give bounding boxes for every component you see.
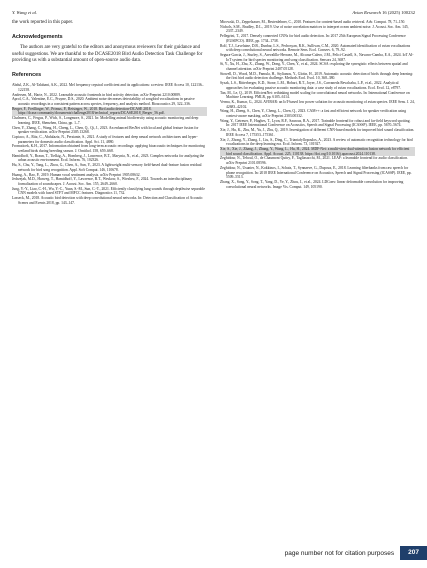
reference-item: Hamidhoff, Y., Braun, T., Tielkig, A., Homberg, J., Lawrence, B.T., Marynia, N., et al., 2023. Complex networks for analyzing the urban acoustic environment. Ecol. Inform. 76, 102326. bbox=[12, 153, 205, 163]
reference-item: Wang, H., Zheng, S., Chen, Y., Cheng, L., Chen, Q., 2023. CAM++: a fast and efficient network for speaker verification using context-aware masking. arXiv Preprint 2303.00332. bbox=[220, 109, 407, 119]
reference-item: Chalmers, C., Fergus, P., Wich, S., Longmore, S., 2021. In: Modelling animal biodiversity using acoustic monitoring and deep learning. IEEE, Shenzhen, China, pp. 1–7. bbox=[12, 116, 199, 125]
header-journal: Avian Research bbox=[352, 10, 381, 15]
reference-item: Copiaco, A., Ritz, C., Abdulaziz, N., Persiante, S., 2021. A study of features and deep neural network architectures and hyper-parameters for domestic audio classification. Appl. Sci. 11, 4880. bbox=[12, 134, 198, 144]
reference-list-left bbox=[12, 83, 207, 205]
page-number: 207 bbox=[400, 546, 427, 560]
intro-line: the work reported in this paper. bbox=[12, 20, 74, 25]
right-column bbox=[220, 20, 415, 189]
reference-list-right bbox=[220, 20, 415, 189]
references-heading: References bbox=[12, 72, 42, 79]
reference-item: Verma, K., Kumar, G., 2024. AVIBAR: an IoT-based low power solution for acoustic monitoring of avian species. IEEE Sens. J. 24, 42683–42102. bbox=[220, 99, 415, 109]
reference-item: Fromaticek, K.H., 2017. Information obtained from long-term acoustic recordings: applying bioacoustic techniques for monitoring wetland birds during breeding season. J. Ornithol. 158, 659–668. bbox=[12, 144, 205, 154]
reference-item: Aprol, C.A., Valentine, E.C., Pruyne, D.S., 2020. Ambient noise decreases detectability of songbird vocalizations in passive acoustic recordings in a consistent pattern across species, frequency, and analysis method. Bioacoustics 29, 322–336. bbox=[12, 97, 195, 106]
reference-item: Segura-Garcia, J., Sturley, S., Arevalillo-Herraez, M., Alcaraz-Calero, J.M., Felici-Castell, S., Navarro-Camba, E.A., 2024. IoT AI-IoT system for bird species monitoring and song classification. Sensors 24, 3687. bbox=[220, 52, 414, 62]
reference-item: Stowell, D., Wood, M.D., Pamula, H., Stylianou, Y., Glotin, H., 2019. Automatic acoustic detection of birds through deep learning: the first bird audio detection challenge. Methods Ecol. Evol. 10, 368–380. bbox=[220, 71, 414, 81]
header-volume: 16 (2025) 100232 bbox=[380, 10, 415, 15]
reference-item: Tan, M., Le, Q., 2019. EfficientNet: rethinking model scaling for convolutional neural networks. In: International Conference on Machine Learning. PMLR, pp. 6105–6114. bbox=[220, 90, 410, 100]
footer-note: page number not for citation purposes bbox=[284, 549, 395, 557]
reference-item: Jung, Y.-Y., Liao, C.-H., Wu, Y.-C., Yuan, S.-M., Sun, C.-T., 2021. Efficiently classifying lung sounds through depthwise separable CNN models with fused STFT and MFCC features. Diagnostics 11, 732. bbox=[12, 186, 206, 196]
reference-item: Xie, J., Zhong, Y., Zhang, J., Liu, S., Ding, C., Triantafyllopoulos, A., 2023. A review of automatic recognition technology for bird vocalizations in the deep learning era. Ecol. Inform. 73, 101927. bbox=[220, 137, 413, 147]
acknowledgements-heading: Acknowledgements bbox=[12, 34, 63, 41]
reference-item: Jedrzejak, M.D., Harweg, T., Hamidhoff, Y., Lawrence, B.T., Weskow, S., Wiesheu, F., 2024. Towards an interdisciplinary formalization of soundscapes. J. Acoust. Soc. Am. 155, 2649–2660. bbox=[12, 177, 193, 186]
reference-item: Xie, S., Xie, J., Zhang, J., Zhang, Y., Wang, L., Hu, H., 2024. MDF-Net: a multi-view dual-attention fusion network for efficient bird sound classification. Appl. Acoust. 225, 110138. https://doi.org/10.1016/j.apacoust.2024.110138. bbox=[220, 147, 415, 156]
left-column bbox=[12, 20, 207, 205]
reference-item: Rolf, T.J., Lavelaine, D.B., Dunbar, L.S., Pedrosyan, R.K., Sullivan, C.M., 2020. Automated identification of avian vocalizations with deep convolutional neural networks. Remote Sens. Ecol. Conserv. 6, 79–92. bbox=[220, 43, 411, 53]
reference-item: Abdul, Z.K., Al-Talabani, A.K., 2022. Mel frequency cepstral coefficient and its applications: a review. IEEE Access 10, 122136–122158. bbox=[12, 83, 204, 92]
reference-item: Zhang, X., Song, Y., Song, T., Yang, D., Ye, Y., Zhou, J., et al., 2024. LDConv: linear deformable convolution for improving convolutional neural networks. Image Vis. Comput. 149, 105190. bbox=[220, 179, 404, 189]
acknowledgements-text: The authors are very grateful to the editors and anonymous reviewers for their guidance and useful suggestions. We are thankful to the DCASE2018 Bird Audio Detection Task Challenge for providing us with a substantial amount of open-source audio data. bbox=[12, 45, 203, 63]
reference-item: Mirowski, D., Zeppelzauer, M., Bestenlehner, C., 2010. Features for content-based audio retrieval. Adv. Comput. 78, 71–150. bbox=[220, 20, 406, 24]
reference-item: Huang, A., Bao, P., 2019. Human vocal sentiment analysis. arXiv Preprint 1905.08632. bbox=[12, 172, 141, 177]
reference-item: Pellegrini, T., 2017. Densely connected CNNs for bird audio detection. In: 2017 25th European Signal Processing Conference (EUSIPCO). IEEE, pp. 1734–1738. bbox=[220, 34, 406, 43]
reference-item: Hu, S., Chu, Y., Tang, L., Zhou, G., Chen, A., Sun, Y., 2023. A lightweight multi-sensory field-based dual-feature fusion residual network for bird song recognition. Appl. Soft Comput. 146, 110678. bbox=[12, 163, 202, 172]
reference-item: Berger, F., Freillinger, W., Primus, P., Reisinger, W., 2018. Bird audio detection-DCASE 2018. https://dcase.community/documents/challenge2018/technical_reports/DCASE2018_Berger_56.pdf. bbox=[12, 107, 207, 116]
reference-item: Wang, Y., Getreuer, P., Hughes, T., Lyon, R.F., Saurous, R.A., 2017. Trainable frontend for robust and far-field keyword spotting. In: 2017 IEEE International Conference on Acoustics, Speech and Signal Processing (ICASSP). IEEE, pp. 5670–5674. bbox=[220, 118, 411, 128]
reference-item: Si, Y., Xu, H., Zhu, X., Zhang, W., Dong, Y., Chen, Y., et al., 2024. SCSA: exploring the synergistic effects between spatial and channel attention. arXiv Preprint 2407.05128. bbox=[220, 62, 408, 72]
reference-item: Chen, Y., Zhang, C., Wang, H., Cheng, L., Chen, Q., Qi, J., 2023. An enhanced ResNet with local and global feature fusion for speaker verification. arXiv Preprint 2305.13268. bbox=[12, 125, 199, 135]
running-header bbox=[12, 10, 415, 15]
header-authors: Y. Wang et al. bbox=[12, 10, 38, 15]
header-journal-citation bbox=[352, 10, 415, 15]
page-footer bbox=[0, 546, 427, 560]
reference-item: Zeghidour, N., Teboul, O., de Chaumont Quitry, F., Tagliasacchi, M., 2021. LEAF: a learnable frontend for audio classification. arXiv Preprint 2101.08596. bbox=[220, 156, 409, 166]
reference-item: Sysak, L.S., Ritterberger, K.D., Stone, L.M., Hobart, R.T., Joyer, J.S., Carvaneda Revalcaba, L.P., et al., 2022. Analytical approaches for evaluating passive acoustic monitoring data: a case study of avian vocalizations. Ecol. Evol. 12, e8797. bbox=[220, 81, 401, 90]
reference-item: Andersen, M., Harte, N., 2022. Learnable acoustic frontends in bird activity detection. arXiv Preprint 2210.00889. bbox=[12, 92, 181, 97]
reference-item: Xie, J., Hu, K., Zhu, M., Yu, J., Zhu, Q., 2019. Investigation of different CNN-based models for improved bird sound classification. IEEE Access 7, 175353–175361. bbox=[220, 128, 415, 137]
reference-item: Nichols, S.M., Bradley, D.L., 2019. Use of noise correlation matrices to interpret ocean ambient noise. J. Acoust. Soc. Am. 145, 2337–2349. bbox=[220, 24, 409, 34]
reference-item: Zeghidour, N., Usunier, N., Kokkinos, I., Schatz, T., Synnaeve, G., Dupoux, E., 2018. Learning filterbanks from raw speech for phone recognition. In: 2018 IEEE International Conference on Acoustics, Speech and Signal Processing (ICASSP). IEEE, pp. 5509–5513. bbox=[220, 165, 412, 180]
reference-item: Lasseck, M., 2018. Acoustic bird detection with deep convolutional neural networks. In: Detection and Classification of Acoustic Scenes and Events 2018, pp. 143–147. bbox=[12, 196, 203, 205]
